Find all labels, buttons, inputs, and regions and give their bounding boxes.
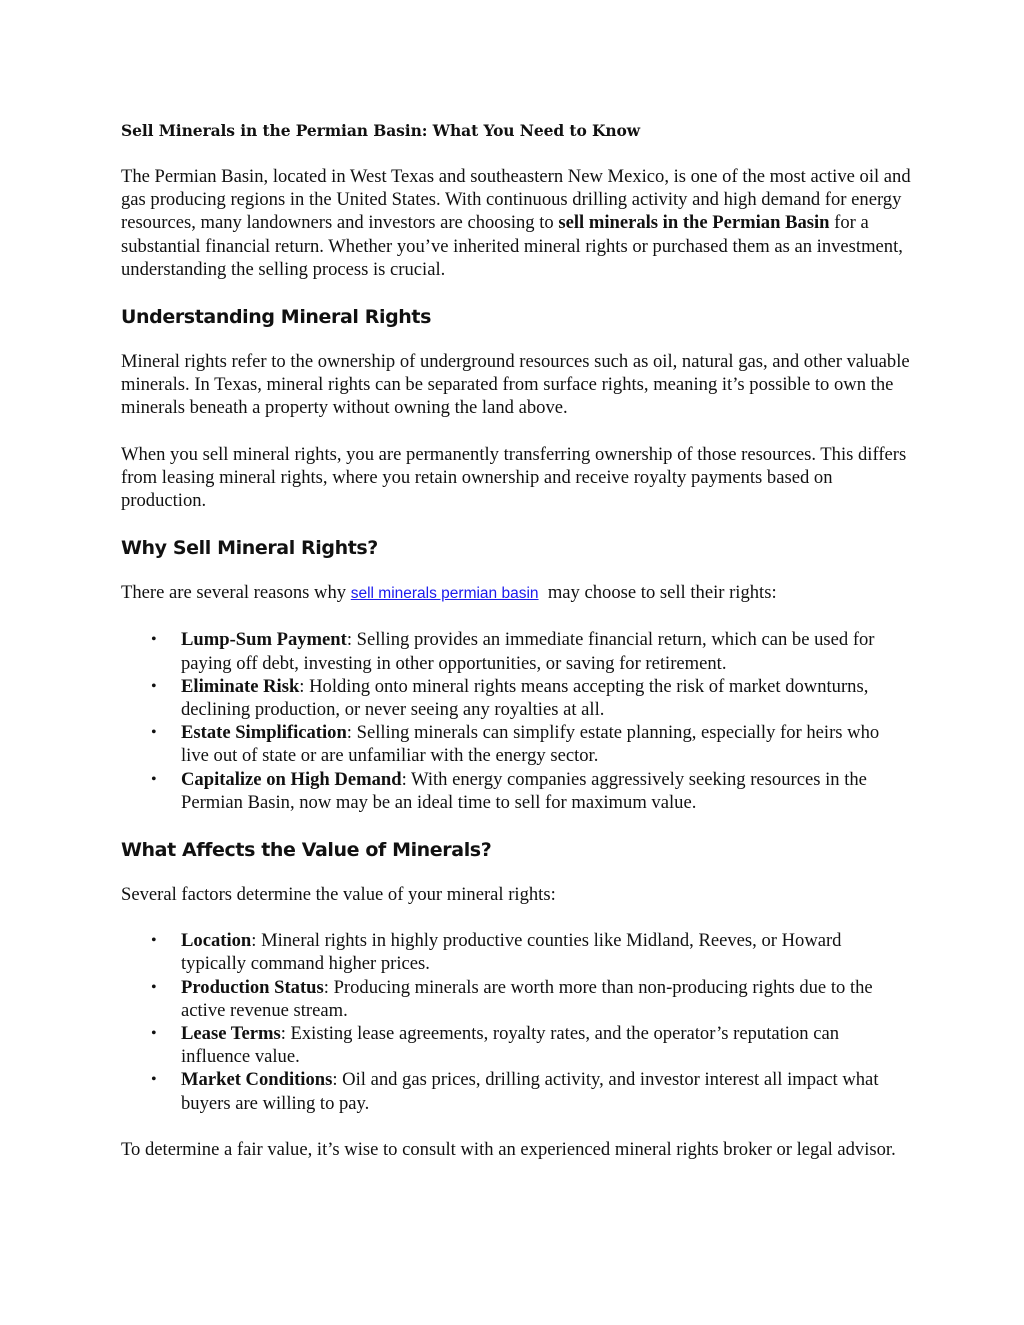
- list-item: [121, 628, 911, 674]
- list-item-term: Eliminate Risk: [181, 675, 300, 697]
- list-item: [121, 675, 911, 721]
- document-page: [121, 119, 911, 1184]
- list-item: [121, 1068, 911, 1114]
- why-sell-list: [121, 628, 911, 814]
- paragraph-mineral-rights-definition: Mineral rights refer to the ownership of underground resources such as oil, natural gas, and other valuable minerals. In Texas, mineral rights can be separated from surface rights, meaning it’s possible to own the minerals beneath a property without owning the land above.: [121, 351, 910, 419]
- list-item-text: : Oil and gas prices, drilling activity, and investor interest all impact what buyers are willing to pay.: [181, 1069, 879, 1114]
- bullet-icon: •: [151, 724, 157, 742]
- bullet-icon: •: [151, 978, 157, 996]
- intro-paragraph: [121, 165, 911, 281]
- bullet-icon: •: [151, 770, 157, 788]
- list-item-term: Capitalize on High Demand: [181, 768, 402, 790]
- value-factors-list: [121, 929, 911, 1115]
- list-item-term: Lease Terms: [181, 1023, 281, 1045]
- list-item-text: : Selling minerals can simplify estate planning, especially for heirs who live out of state or are unfamiliar with the energy sector.: [181, 722, 880, 767]
- bullet-icon: •: [151, 932, 157, 950]
- list-item-term: Market Conditions: [181, 1069, 333, 1091]
- bullet-icon: •: [151, 677, 157, 695]
- bullet-icon: •: [151, 1071, 157, 1089]
- list-item-term: Production Status: [181, 976, 324, 998]
- document-title: Sell Minerals in the Permian Basin: What You Need to Know: [121, 121, 641, 140]
- paragraph-why-sell-lead: [121, 581, 911, 605]
- paragraph-selling-vs-leasing: When you sell mineral rights, you are permanently transferring ownership of those resources. This differs from leasing mineral rights, where you retain ownership and receive royalty payments based on production.: [121, 443, 907, 512]
- list-item: [121, 768, 911, 814]
- list-item-text: : Existing lease agreements, royalty rates, and the operator’s reputation can influence value.: [181, 1023, 839, 1068]
- intro-text-1: The Permian Basin, located in West Texas and southeastern New Mexico, is one of the most active oil and gas producing regions in the United States. With continuous drilling activity and high demand for energy resources, many landowners and investors are choosing to: [121, 166, 911, 234]
- section-heading-why-sell: Why Sell Mineral Rights?: [121, 537, 378, 560]
- closing-paragraph: To determine a fair value, it’s wise to consult with an experienced mineral rights broker or legal advisor.: [121, 1138, 896, 1160]
- list-item-text: : Selling provides an immediate financial return, which can be used for paying off debt, investing in other opportunities, or saving for retirement.: [181, 629, 875, 674]
- section-heading-mineral-rights: Understanding Mineral Rights: [121, 306, 432, 329]
- list-item-text: : Holding onto mineral rights means accepting the risk of market downturns, declining production, or never seeing any royalties at all.: [181, 675, 869, 721]
- list-item: [121, 976, 911, 1022]
- list-item: [121, 721, 911, 767]
- list-item: [121, 1022, 911, 1068]
- section-heading-value-factors: What Affects the Value of Minerals?: [121, 839, 492, 862]
- list-item: [121, 929, 911, 975]
- list-item-text: : Mineral rights in highly productive counties like Midland, Reeves, or Howard typically command higher prices.: [181, 930, 842, 975]
- list-item-term: Location: [181, 930, 252, 952]
- list-item-text: : With energy companies aggressively seeking resources in the Permian Basin, now may be an ideal time to sell for maximum value.: [181, 768, 867, 813]
- list-item-term: Lump-Sum Payment: [181, 629, 347, 651]
- bullet-icon: •: [151, 631, 157, 649]
- bullet-icon: •: [151, 1025, 157, 1043]
- sell-minerals-link[interactable]: sell minerals permian basin: [350, 585, 539, 603]
- paragraph-value-factors-lead: Several factors determine the value of your mineral rights:: [121, 884, 556, 906]
- list-item-text: : Producing minerals are worth more than non-producing rights due to the active revenue stream.: [181, 976, 873, 1021]
- intro-text-2: for a substantial financial return. Whether you’ve inherited mineral rights or purchased them as an investment, understanding the selling process is crucial.: [121, 212, 903, 280]
- list-item-term: Estate Simplification: [181, 722, 347, 744]
- why-sell-lead-text: There are several reasons why: [121, 582, 351, 604]
- why-sell-lead-tail: may choose to sell their rights:: [538, 582, 777, 604]
- intro-bold-phrase: sell minerals in the Permian Basin: [558, 212, 830, 234]
